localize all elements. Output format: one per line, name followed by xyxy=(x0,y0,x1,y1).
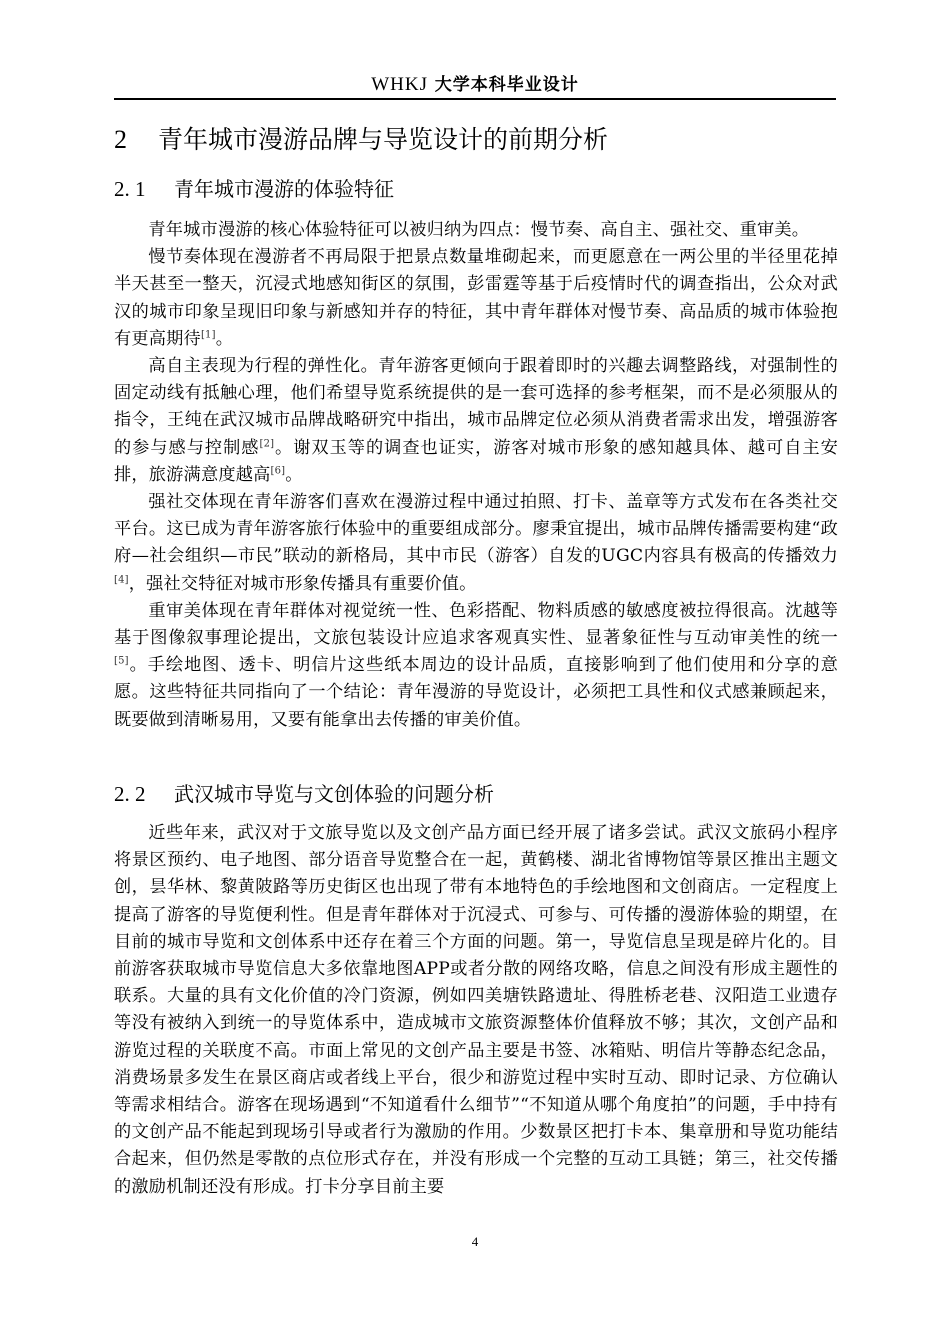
page-number: 4 xyxy=(471,1234,479,1249)
paragraph-text: 重审美体现在青年群体对视觉统一性、色彩搭配、物料质感的敏感度被拉得很高。沈越等基于图像叙事理论提出，文旅包装设计应追求客观真实性、显著象征性与互动审美性的统一 xyxy=(114,600,838,649)
header-title: 大学本科毕业设计 xyxy=(434,75,579,95)
section-title: 武汉城市导览与文创体验的问题分析 xyxy=(174,782,494,806)
header-school-code: WHKJ xyxy=(371,74,429,95)
paragraph: 青年城市漫游的核心体验特征可以被归纳为四点：慢节奏、高自主、强社交、重审美。 xyxy=(148,220,810,240)
citation: [6] xyxy=(270,465,286,477)
paragraph xyxy=(114,353,838,489)
header-rule xyxy=(114,98,836,100)
paragraph-text: 。谢双玉等的调查也证实，游客对城市形象的感知越具体、越可自主安排，旅游满意度越高 xyxy=(114,437,838,485)
section-heading-2-1 xyxy=(114,173,394,202)
paragraph xyxy=(114,489,838,598)
section-number: 2. 1 xyxy=(114,177,146,201)
section-2-2-body xyxy=(114,820,838,1201)
paragraph-text: 强社交体现在青年游客们喜欢在漫游过程中通过拍照、打卡、盖章等方式发布在各类社交平台。这已成为青年游客旅行体验中的重要组成部分。廖秉宜提出，城市品牌传播需要构建“政府—社会组织—市民”联动的新格局，其中市民（游客）自发的UGC内容具有极高的传播效力 xyxy=(114,492,838,567)
paragraph-text: 。手绘地图、透卡、明信片这些纸本周边的设计品质，直接影响到了他们使用和分享的意愿。这些特征共同指向了一个结论：青年漫游的导览设计，必须把工具性和仪式感兼顾起来，既要做到清晰易用，又要有能拿出去传播的审美价值。 xyxy=(114,655,838,730)
section-2-1-body xyxy=(114,217,838,734)
chapter-number: 2 xyxy=(114,125,127,154)
paragraph xyxy=(114,244,838,353)
citation: [2] xyxy=(259,437,275,449)
chapter-heading xyxy=(114,120,836,156)
section-number: 2. 2 xyxy=(114,782,146,806)
section-heading-2-2 xyxy=(114,778,494,807)
section-title: 青年城市漫游的体验特征 xyxy=(174,177,394,201)
paragraph: 近些年来，武汉对于文旅导览以及文创产品方面已经开展了诸多尝试。武汉文旅码小程序将景区预约、电子地图、部分语音导览整合在一起，黄鹤楼、湖北省博物馆等景区推出主题文创，昙华林、黎黄陂路等历史街区也出现了带有本地特色的手绘地图和文创商店。一定程度上提高了游客的导览便利性。但是青年群体对于沉浸式、可参与、可传播的漫游体验的期望，在目前的城市导览和文创体系中还存在着三个方面的问题。第一，导览信息呈现是碎片化的。目前游客获取城市导览信息大多依靠地图APP或者分散的网络攻略，信息之间没有形成主题性的联系。大量的具有文化价值的冷门资源，例如四美塘铁路遗址、得胜桥老巷、汉阳造工业遗存等没有被纳入到统一的导览体系中，造成城市文旅资源整体价值释放不够；其次，文创产品和游览过程的关联度不高。市面上常见的文创产品主要是书签、冰箱贴、明信片等静态纪念品，消费场景多发生在景区商店或者线上平台，很少和游览过程中实时互动、即时记录、方位确认等需求相结合。游客在现场遇到“不知道看什么细节”“不知道从哪个角度拍”的问题，手中持有的文创产品不能起到现场引导或者行为激励的作用。少数景区把打卡本、集章册和导览功能结合起来，但仍然是零散的点位形式存在，并没有形成一个完整的互动工具链；第三，社交传播的激励机制还没有形成。打卡分享目前主要 xyxy=(114,823,838,1197)
chapter-title: 青年城市漫游品牌与导览设计的前期分析 xyxy=(158,125,609,154)
paragraph-text: 。 xyxy=(285,464,303,485)
paragraph-text: 慢节奏体现在漫游者不再局限于把景点数量堆砌起来，而更愿意在一两公里的半径里花掉半天甚至一整天，沉浸式地感知街区的氛围，彭雷霆等基于后疫情时代的调查指出，公众对武汉的城市印象呈现旧印象与新感知并存的特征，其中青年群体对慢节奏、高品质的城市体验抱有更高期待 xyxy=(114,247,838,349)
citation: [4] xyxy=(114,573,129,585)
paragraph-text: 高自主表现为行程的弹性化。青年游客更倾向于跟着即时的兴趣去调整路线，对强制性的固定动线有抵触心理，他们希望导览系统提供的是一套可选择的参考框架，而不是必须服从的指令，王纯在武汉城市品牌战略研究中指出，城市品牌定位必须从消费者需求出发，增强游客的参与感与控制感 xyxy=(114,356,838,458)
citation: [5] xyxy=(114,655,129,667)
paragraph-text: 。 xyxy=(215,328,234,349)
paragraph-text: ，强社交特征对城市形象传播具有重要价值。 xyxy=(128,573,477,594)
citation: [1] xyxy=(200,329,216,341)
running-header xyxy=(114,70,836,96)
paragraph xyxy=(114,598,838,734)
